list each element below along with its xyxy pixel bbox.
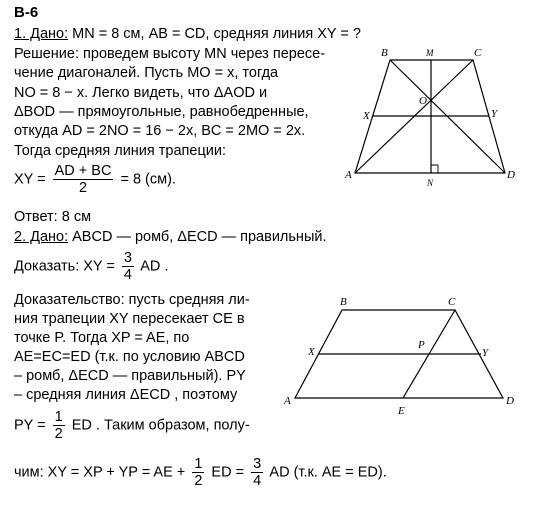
fig2-label-e: E	[398, 405, 405, 417]
prove-right: AD .	[140, 258, 169, 275]
conclusion-middle: ED =	[211, 464, 245, 481]
conclusion-end: AD (т.к. AE = ED).	[269, 464, 387, 481]
variant-header: В-6	[14, 4, 39, 21]
problem1-line7: Тогда средняя линия трапеции:	[14, 143, 227, 159]
fig1-label-o: O	[419, 95, 427, 107]
figure1-right-angle-mark	[431, 165, 438, 173]
conclusion-numerator-1: 1	[194, 456, 203, 472]
py-right: ED . Таким образом, полу-	[71, 417, 250, 434]
fig1-label-m: M	[426, 48, 434, 58]
proof-line2: ния трапеции XY пересекает CE в	[14, 311, 245, 327]
proof-line1: Доказательство: пусть средняя ли-	[14, 292, 250, 308]
problem1-given-text: MN = 8 см, AB = CD, средняя линия XY = ?	[68, 26, 361, 42]
formula-left: XY =	[14, 171, 46, 188]
problem2-given-label: 2. Дано:	[14, 229, 69, 245]
prove-denominator: 4	[123, 267, 132, 283]
fig1-label-b: B	[381, 47, 388, 59]
fig1-label-x: X	[363, 110, 370, 122]
fig1-label-d: D	[507, 169, 515, 181]
conclusion-numerator-2: 3	[253, 456, 262, 472]
prove-label: Доказать:	[14, 258, 80, 275]
problem1-line5: ΔBOD — прямоугольные, равнобедренные,	[14, 104, 309, 120]
fig2-label-y: Y	[482, 347, 489, 359]
fig1-label-n: N	[427, 178, 434, 188]
conclusion-denominator-1: 2	[194, 473, 203, 489]
py-numerator: 1	[54, 409, 63, 425]
problem1-line3: чение диагоналей. Пусть MO = x, тогда	[14, 65, 279, 81]
prove-numerator: 3	[123, 250, 132, 266]
conclusion-start: чим: XY = XP + YP = AE +	[14, 464, 186, 481]
problem1-line4: NO = 8 − x. Легко видеть, что ΔAOD и	[14, 85, 268, 101]
fig2-label-a: A	[284, 395, 291, 407]
problem1-given-label: 1. Дано:	[14, 26, 69, 42]
problem1-line6: откуда AD = 2NO = 16 − 2x, BC = 2MO = 2x.	[14, 123, 306, 139]
fig2-label-b: B	[340, 296, 347, 308]
fig1-label-a: A	[345, 169, 352, 181]
fig2-label-d: D	[506, 395, 514, 407]
proof-line6: – средняя линия ΔECD , поэтому	[14, 387, 238, 403]
fig1-label-c: C	[474, 47, 482, 59]
fig2-label-x: X	[308, 346, 315, 358]
fig1-label-y: Y	[491, 108, 498, 120]
problem1-line2: Решение: проведем высоту MN через пересе-	[14, 46, 326, 62]
fraction-denominator: 2	[78, 180, 88, 196]
fig2-label-p: P	[418, 339, 425, 351]
proof-line3: точке P. Тогда XP = AE, по	[14, 330, 190, 346]
formula-right: = 8 (см).	[120, 171, 176, 188]
problem1-answer: Ответ: 8 см	[14, 209, 92, 225]
fig2-label-c: C	[448, 296, 456, 308]
prove-left: XY =	[83, 258, 115, 275]
conclusion-denominator-2: 4	[253, 473, 262, 489]
problem2-given-text: ABCD — ромб, ΔECD — правильный.	[68, 229, 327, 245]
py-left: PY =	[14, 417, 46, 434]
py-denominator: 2	[54, 426, 63, 442]
proof-line5: – ромб, ΔECD — правильный). PY	[14, 368, 246, 384]
proof-line4: AE=EC=ED (т.к. по условию ABCD	[14, 349, 245, 365]
fraction-numerator: AD + BC	[54, 163, 112, 179]
